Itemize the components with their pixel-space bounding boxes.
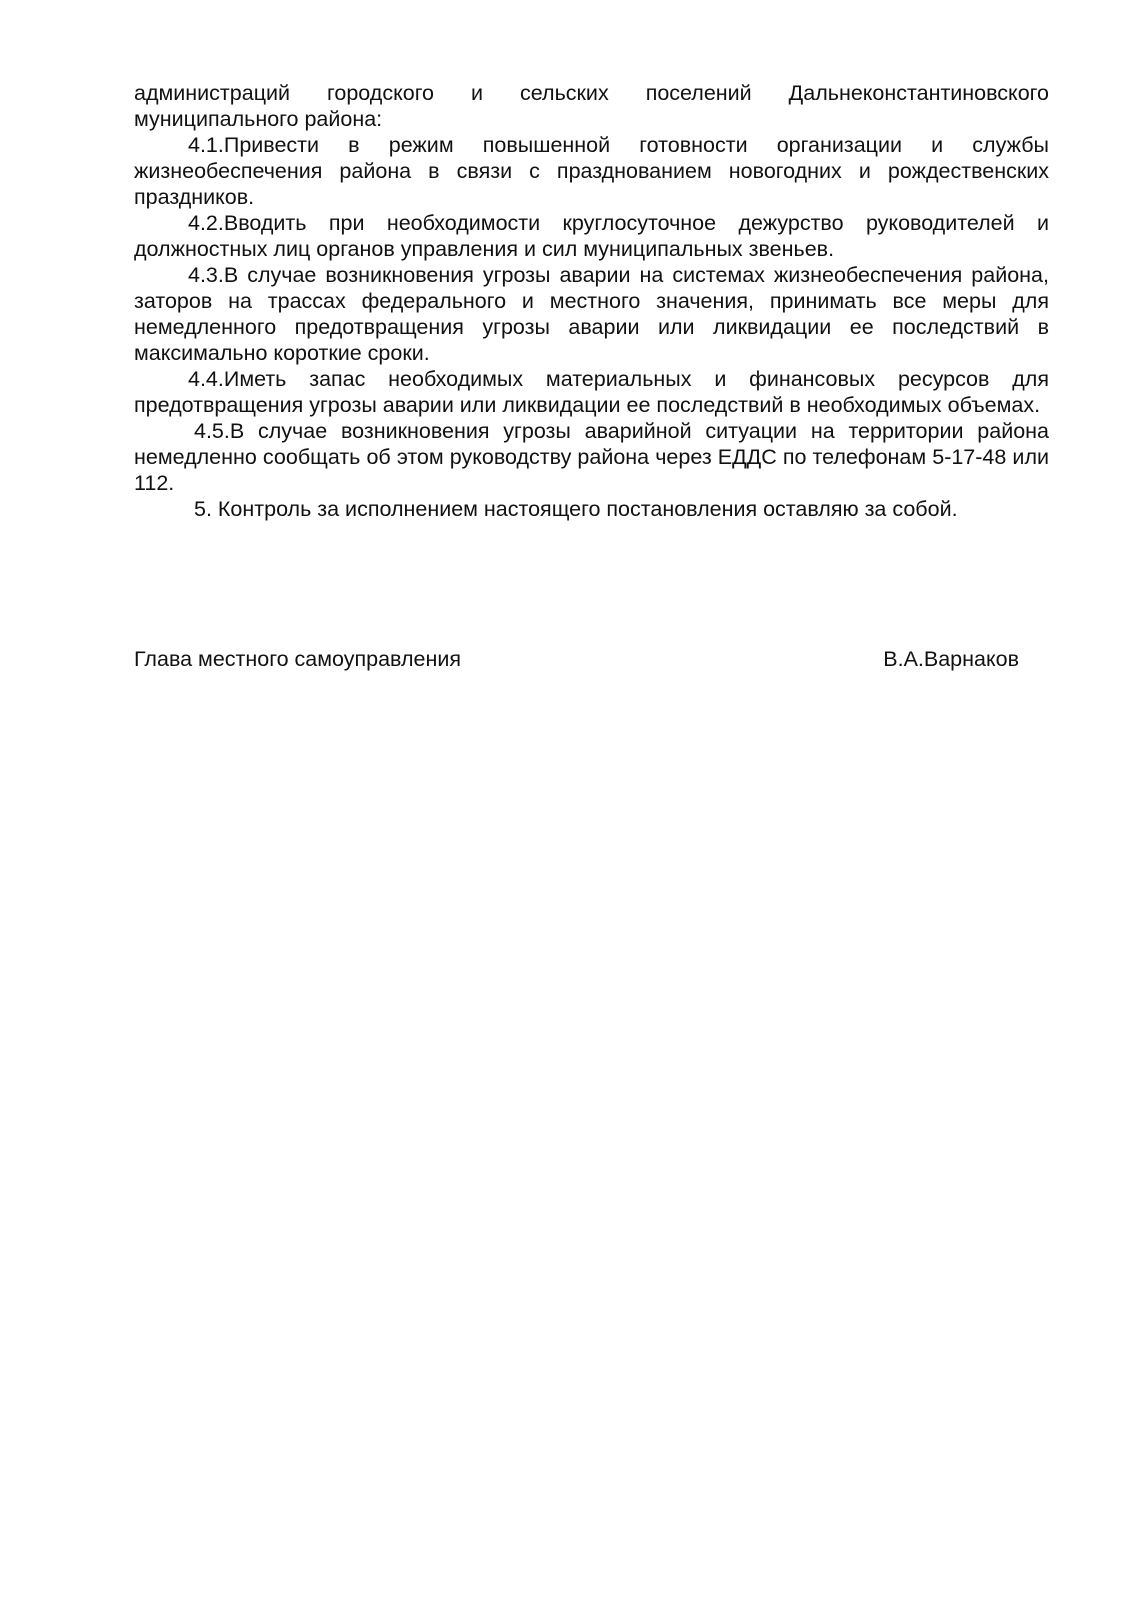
paragraph-5: 5. Контроль за исполнением настоящего постановления оставляю за собой. — [194, 497, 958, 521]
paragraph-intro: администраций городского и сельских поселений Дальнеконстантиновского муниципального района: — [134, 81, 1049, 131]
paragraph-4-3: 4.3.В случае возникновения угрозы аварии на системах жизнеобеспечения района, заторов на трассах федерального и местного значения, принимать все меры для немедленного предотвращения угрозы аварии или ликвидации ее последствий в максимально короткие сроки. — [134, 263, 1049, 365]
paragraph-4-2: 4.2.Вводить при необходимости круглосуточное дежурство руководителей и должностных лиц органов управления и сил муниципальных звеньев. — [134, 211, 1049, 261]
paragraph-4-5: 4.5.В случае возникновения угрозы аварийной ситуации на территории района немедленно сообщать об этом руководству района через ЕДДС по телефонам 5-17-48 или 112. — [134, 419, 1049, 495]
document-body — [134, 80, 1049, 522]
signature-block — [134, 646, 1019, 672]
signatory-position: Глава местного самоуправления — [134, 647, 461, 671]
paragraph-4-4: 4.4.Иметь запас необходимых материальных и финансовых ресурсов для предотвращения угрозы аварии или ликвидации ее последствий в необходимых объемах. — [134, 367, 1049, 417]
signatory-name: В.А.Варнаков — [883, 647, 1019, 671]
paragraph-4-1: 4.1.Привести в режим повышенной готовности организации и службы жизнеобеспечения района в связи с празднованием новогодних и рождественских праздников. — [134, 133, 1049, 209]
